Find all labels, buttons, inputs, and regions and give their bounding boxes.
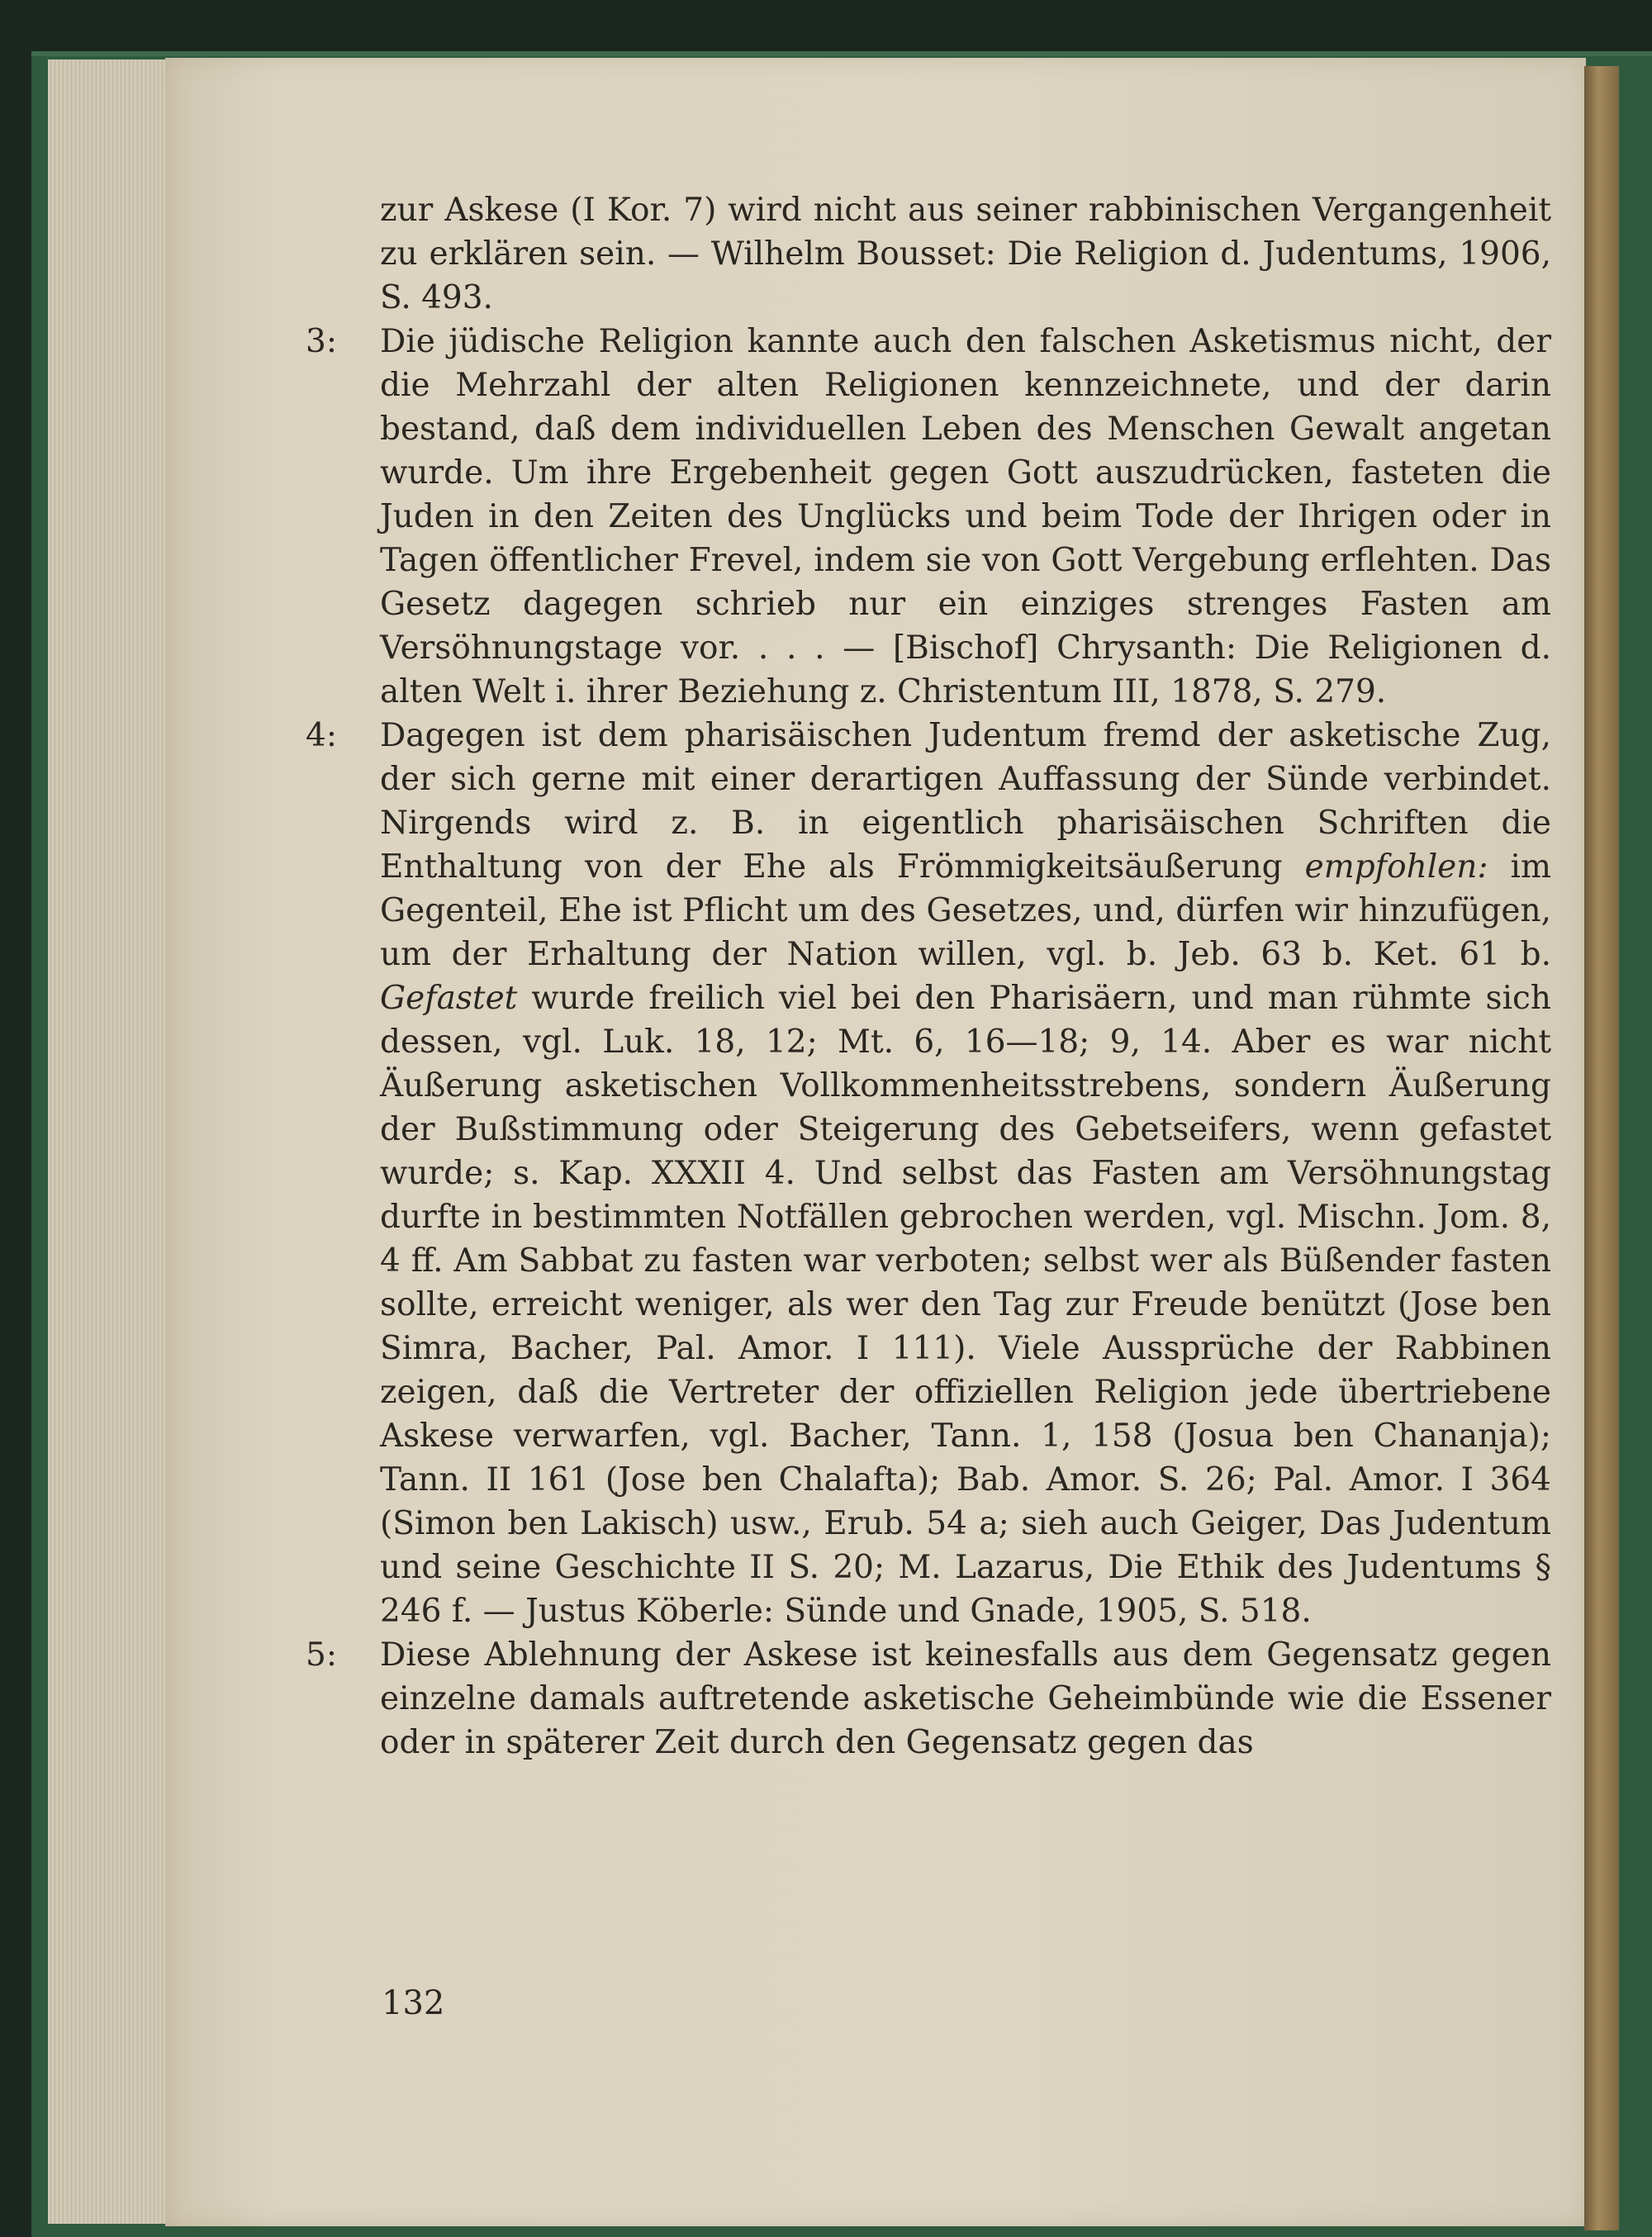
note-emphasis: Gefastet	[380, 980, 518, 1017]
note-3	[306, 320, 1551, 714]
note-text: Dagegen ist dem pharisäischen Judentum fremd der asketische Zug, der sich gerne mit einer derartigen Auffassung der Sünde verbindet. Nirgends wird z. B. in eigentlich pharisäischen Schriften die Enthaltung von der Ehe als Frömmigkeitsäußerung	[380, 717, 1551, 886]
note-number: 3:	[306, 323, 337, 360]
note-text: Die jüdische Religion kannte auch den falschen Asketismus nicht, der die Mehrzahl der alten Religionen kennzeichnete, und der darin bestand, daß dem individuellen Leben des Menschen Gewalt angetan wurde. Um ihre Ergebenheit gegen Gott auszudrücken, fasteten die Juden in den Zeiten des Unglücks und beim Tode der Ihrigen oder in Tagen öffentlicher Frevel, indem sie von Gott Vergebung erflehten. Das Gesetz dagegen schrieb nur ein einziges strenges Fasten am Versöhnungstage vor. . . . — [Bischof] Chrysanth: Die Religionen d. alten Welt i. ihrer Beziehung z. Christentum III, 1878, S. 279.	[380, 323, 1551, 710]
note-text: im Gegenteil, Ehe ist Pflicht um des Gesetzes, und, dürfen wir hinzufügen, um der Erhaltung der Nation willen, vgl. b. Jeb. 63 b. Ket. 61 b.	[380, 848, 1551, 973]
note-5	[306, 1633, 1551, 1764]
note-number: 5:	[306, 1636, 337, 1674]
note-text: Diese Ablehnung der Askese ist keinesfalls aus dem Gegensatz gegen einzelne damals auftretende asketische Geheimbünde wie die Essener oder in späterer Zeit durch den Gegensatz gegen das	[380, 1636, 1551, 1761]
facing-page-edge	[1584, 66, 1619, 2230]
note-text: wurde freilich viel bei den Pharisäern, und man rühmte sich dessen, vgl. Luk. 18, 12; Mt. 6, 16—18; 9, 14. Aber es war nicht Äußerung asketischen Vollkommenheitsstrebens, sondern Äußerung der Bußstimmung oder Steigerung des Gebetseifers, wenn gefastet wurde; s. Kap. XXXII 4. Und selbst das Fasten am Versöhnungstag durfte in bestimmten Notfällen gebrochen werden, vgl. Mischn. Jom. 8, 4 ff. Am Sabbat zu fasten war verboten; selbst wer als Büßender fasten sollte, erreicht weniger, als wer den Tag zur Freude benützt (Jose ben Simra, Bacher, Pal. Amor. I 111). Viele Aussprüche der Rabbinen zeigen, daß die Vertreter der offiziellen Religion jede übertriebene Askese verwarfen, vgl. Bacher, Tann. 1, 158 (Josua ben Chananja); Tann. II 161 (Jose ben Chalafta); Bab. Amor. S. 26; Pal. Amor. I 364 (Simon ben Lakisch) usw., Erub. 54 a; sieh auch Geiger, Das Judentum und seine Geschichte II S. 20; M. Lazarus, Die Ethik des Judentums § 246 f. — Justus Köberle: Sünde und Gnade, 1905, S. 518.	[380, 980, 1551, 1630]
note-emphasis: empfohlen:	[1304, 848, 1488, 886]
page-number: 132	[382, 1984, 445, 2022]
note-4	[306, 714, 1551, 1633]
note-continuation	[380, 188, 1551, 320]
page-text	[306, 188, 1551, 1764]
note-text: zur Askese (I Kor. 7) wird nicht aus seiner rabbinischen Vergangenheit zu erklären sein. — Wilhelm Bousset: Die Religion d. Judentums, 1906, S. 493.	[380, 192, 1551, 316]
note-number: 4:	[306, 717, 337, 754]
